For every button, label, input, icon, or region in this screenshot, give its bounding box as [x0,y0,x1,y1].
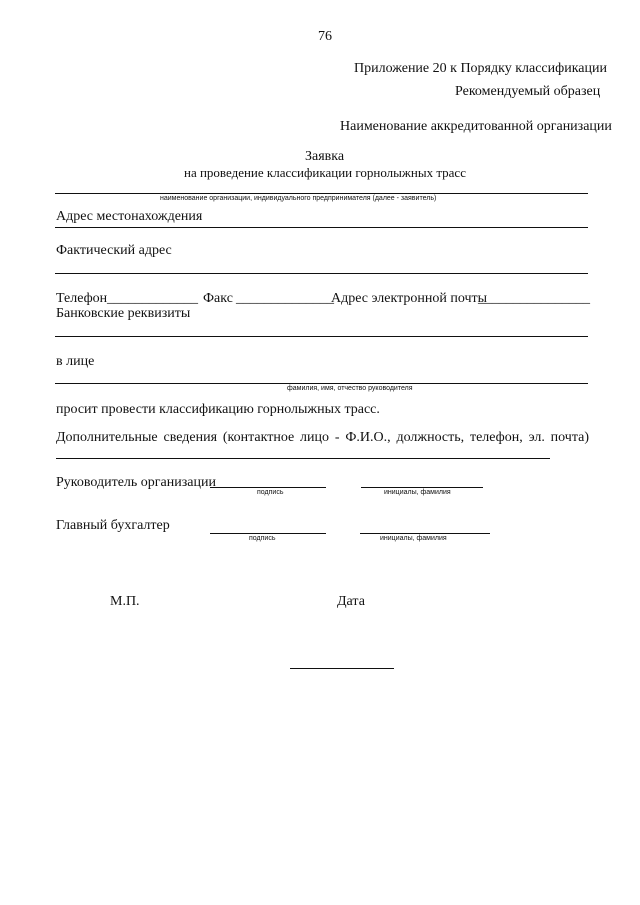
fax-label: Факс [203,291,233,306]
head-name-caption: фамилия, имя, отчество руководителя [287,385,413,392]
accredited-organization-label: Наименование аккредитованной организации [340,119,612,134]
email-field[interactable]: ________________ [478,291,590,306]
accountant-initials-line[interactable] [360,533,490,534]
date-label: Дата [337,594,365,609]
head-name-line[interactable] [55,383,588,384]
additional-info-line[interactable] [56,458,550,459]
form-title: Заявка [305,149,345,164]
head-initials-line[interactable] [361,487,483,488]
accountant-signature-caption: подпись [249,535,276,542]
applicant-name-line[interactable] [55,193,588,194]
head-signature-caption: подпись [257,489,284,496]
location-address-line[interactable] [55,227,588,228]
accountant-initials-caption: инициалы, фамилия [380,535,447,542]
applicant-name-caption: наименование организации, индивидуального предпринимателя (далее - заявитель) [160,195,437,202]
additional-info-label: Дополнительные сведения (контактное лицо - Ф.И.О., должность, телефон, эл. почта) [56,430,589,445]
in-person-label: в лице [56,354,95,369]
phone-label: Телефон [56,291,108,306]
date-line[interactable] [290,668,394,669]
location-address-label: Адрес местонахождения [56,209,203,224]
email-label: Адрес электронной почты [331,291,488,306]
head-signature-label: Руководитель организации [56,475,216,490]
bank-details-label: Банковские реквизиты [56,306,191,321]
actual-address-label: Фактический адрес [56,243,172,258]
head-signature-line[interactable] [210,487,326,488]
recommended-sample-label: Рекомендуемый образец [455,84,601,99]
accountant-signature-line[interactable] [210,533,326,534]
bank-details-line[interactable] [55,336,588,337]
request-text: просит провести классификацию горнолыжных трасс. [56,402,380,417]
form-subtitle: на проведение классификации горнолыжных трасс [184,165,466,180]
page-number: 76 [318,29,332,44]
stamp-label: М.П. [110,594,140,609]
phone-field[interactable]: _____________ [107,291,198,306]
head-initials-caption: инициалы, фамилия [384,489,451,496]
annex-label: Приложение 20 к Порядку классификации [354,61,607,76]
actual-address-line[interactable] [55,273,588,274]
accountant-signature-label: Главный бухгалтер [56,518,170,533]
fax-field[interactable]: ______________ [236,291,334,306]
